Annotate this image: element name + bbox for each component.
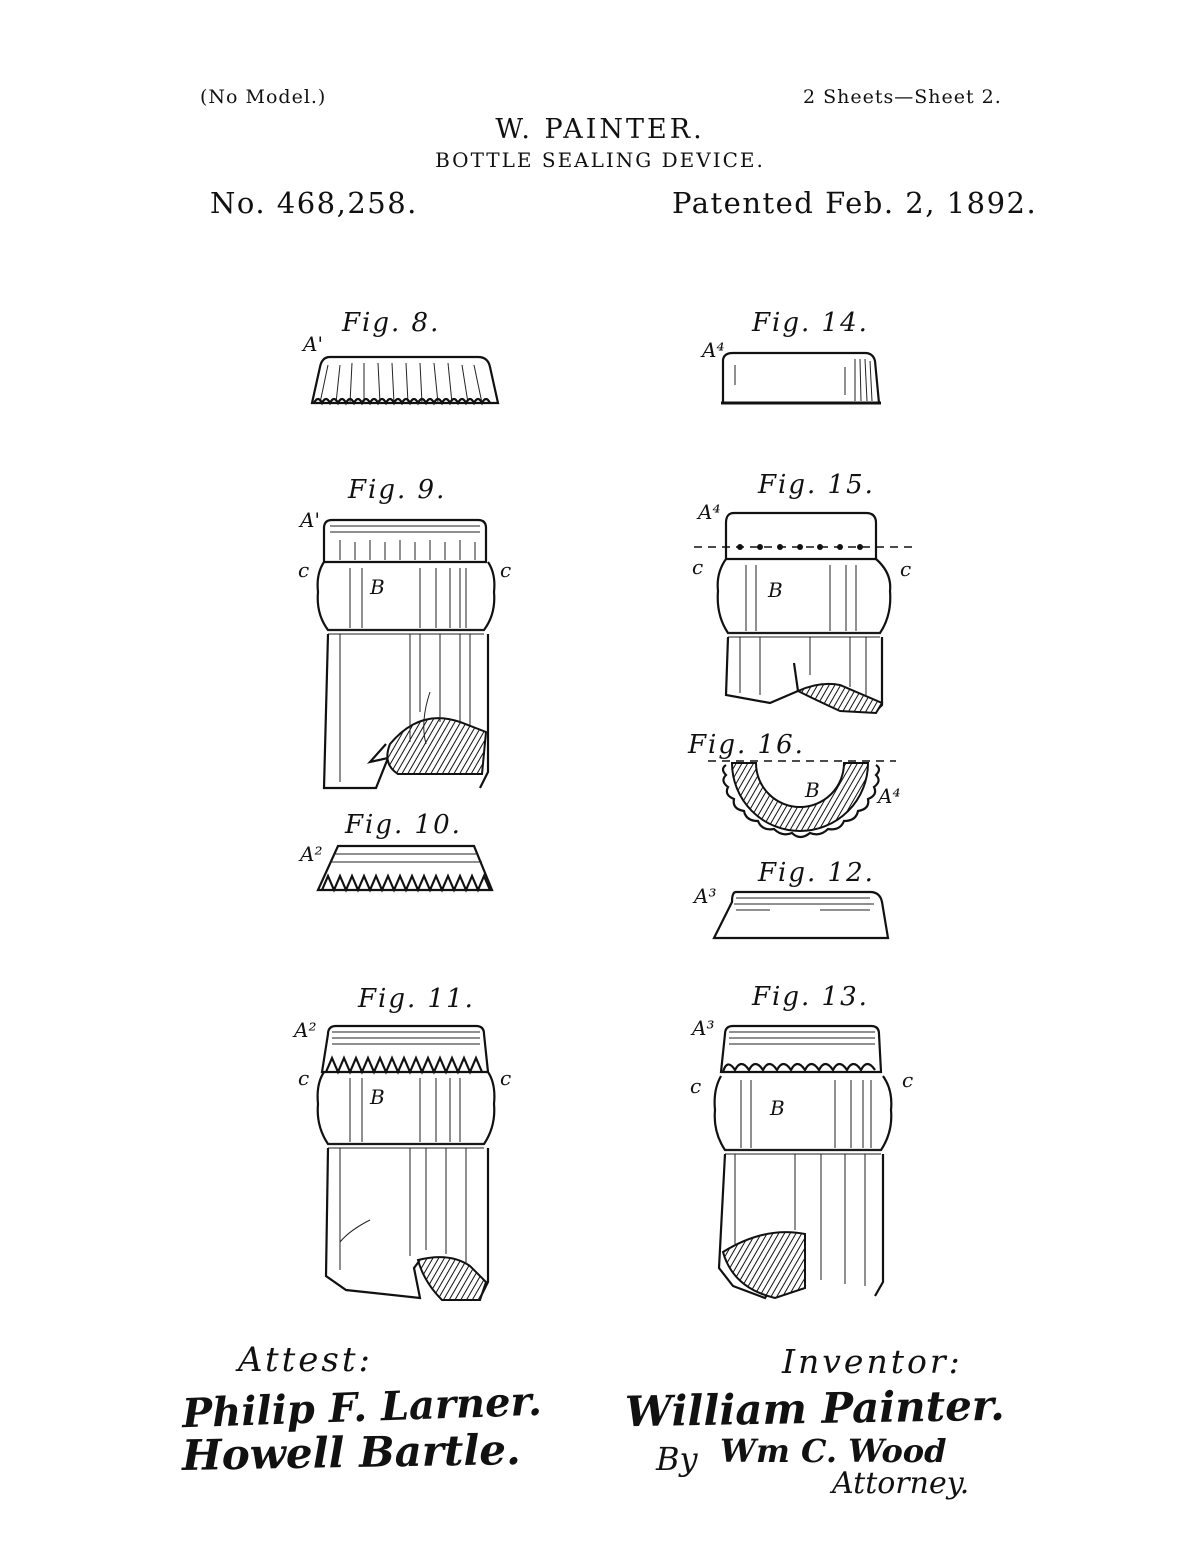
witness-1-signature: Philip F. Larner.	[181, 1377, 543, 1438]
fig16-label: Fig. 16.	[688, 730, 805, 760]
patent-title: BOTTLE SEALING DEVICE.	[435, 148, 765, 172]
fig9-ref-bottle: B	[370, 575, 385, 599]
fig16-section-drawing	[700, 755, 900, 845]
fig13-ref-c-left: c	[690, 1074, 702, 1098]
fig15-ref-cap: A⁴	[698, 500, 721, 524]
fig9-ref-cap: A'	[300, 508, 320, 532]
fig10-label: Fig. 10.	[345, 810, 462, 840]
fig11-ref-cap: A²	[294, 1018, 317, 1042]
fig13-bottle-drawing	[705, 1020, 905, 1305]
fig8-cap-drawing	[300, 345, 510, 415]
fig16-ref-bottle: B	[805, 778, 820, 802]
fig11-ref-bottle: B	[370, 1085, 385, 1109]
fig11-bottle-drawing	[310, 1020, 510, 1310]
fig10-cap-drawing	[310, 840, 500, 900]
attorney-signature: Wm C. Wood	[720, 1432, 947, 1470]
fig13-ref-bottle: B	[770, 1096, 785, 1120]
inventor-name: W. PAINTER.	[495, 114, 705, 145]
fig14-ref-cap: A⁴	[702, 338, 725, 362]
fig16-ref-cap: A⁴	[878, 784, 901, 808]
fig11-ref-c-left: c	[298, 1066, 310, 1090]
fig15-bottle-drawing	[690, 505, 915, 720]
fig9-ref-c-right: c	[500, 558, 512, 582]
attorney-label: Attorney.	[832, 1466, 970, 1501]
fig15-ref-c-left: c	[692, 555, 704, 579]
fig11-label: Fig. 11.	[358, 984, 475, 1014]
inventor-signature: William Painter.	[624, 1380, 1006, 1437]
attest-label: Attest:	[238, 1340, 373, 1380]
patent-number: No. 468,258.	[210, 186, 418, 220]
fig15-ref-c-right: c	[900, 557, 912, 581]
fig11-ref-c-right: c	[500, 1066, 512, 1090]
by-label: By	[656, 1440, 698, 1478]
fig14-cap-drawing	[715, 345, 885, 410]
fig9-bottle-drawing	[310, 512, 510, 802]
fig8-ref-cap: A'	[303, 332, 323, 356]
fig15-ref-bottle: B	[768, 578, 783, 602]
fig15-label: Fig. 15.	[758, 470, 875, 500]
patent-date: Patented Feb. 2, 1892.	[672, 186, 1038, 220]
fig14-label: Fig. 14.	[752, 308, 869, 338]
witness-2-signature: Howell Bartle.	[181, 1425, 522, 1480]
fig10-ref-cap: A²	[300, 842, 323, 866]
fig13-ref-c-right: c	[902, 1068, 914, 1092]
fig12-label: Fig. 12.	[758, 858, 875, 888]
fig12-ref-cap: A³	[694, 884, 717, 908]
fig13-label: Fig. 13.	[752, 982, 869, 1012]
model-note: (No Model.)	[200, 86, 327, 108]
inventor-label: Inventor:	[782, 1342, 963, 1381]
fig13-ref-cap: A³	[692, 1016, 715, 1040]
fig8-label: Fig. 8.	[342, 308, 441, 338]
fig12-cap-drawing	[710, 880, 895, 945]
fig9-ref-c-left: c	[298, 558, 310, 582]
fig9-label: Fig. 9.	[348, 475, 447, 505]
sheet-note: 2 Sheets—Sheet 2.	[803, 86, 1002, 108]
